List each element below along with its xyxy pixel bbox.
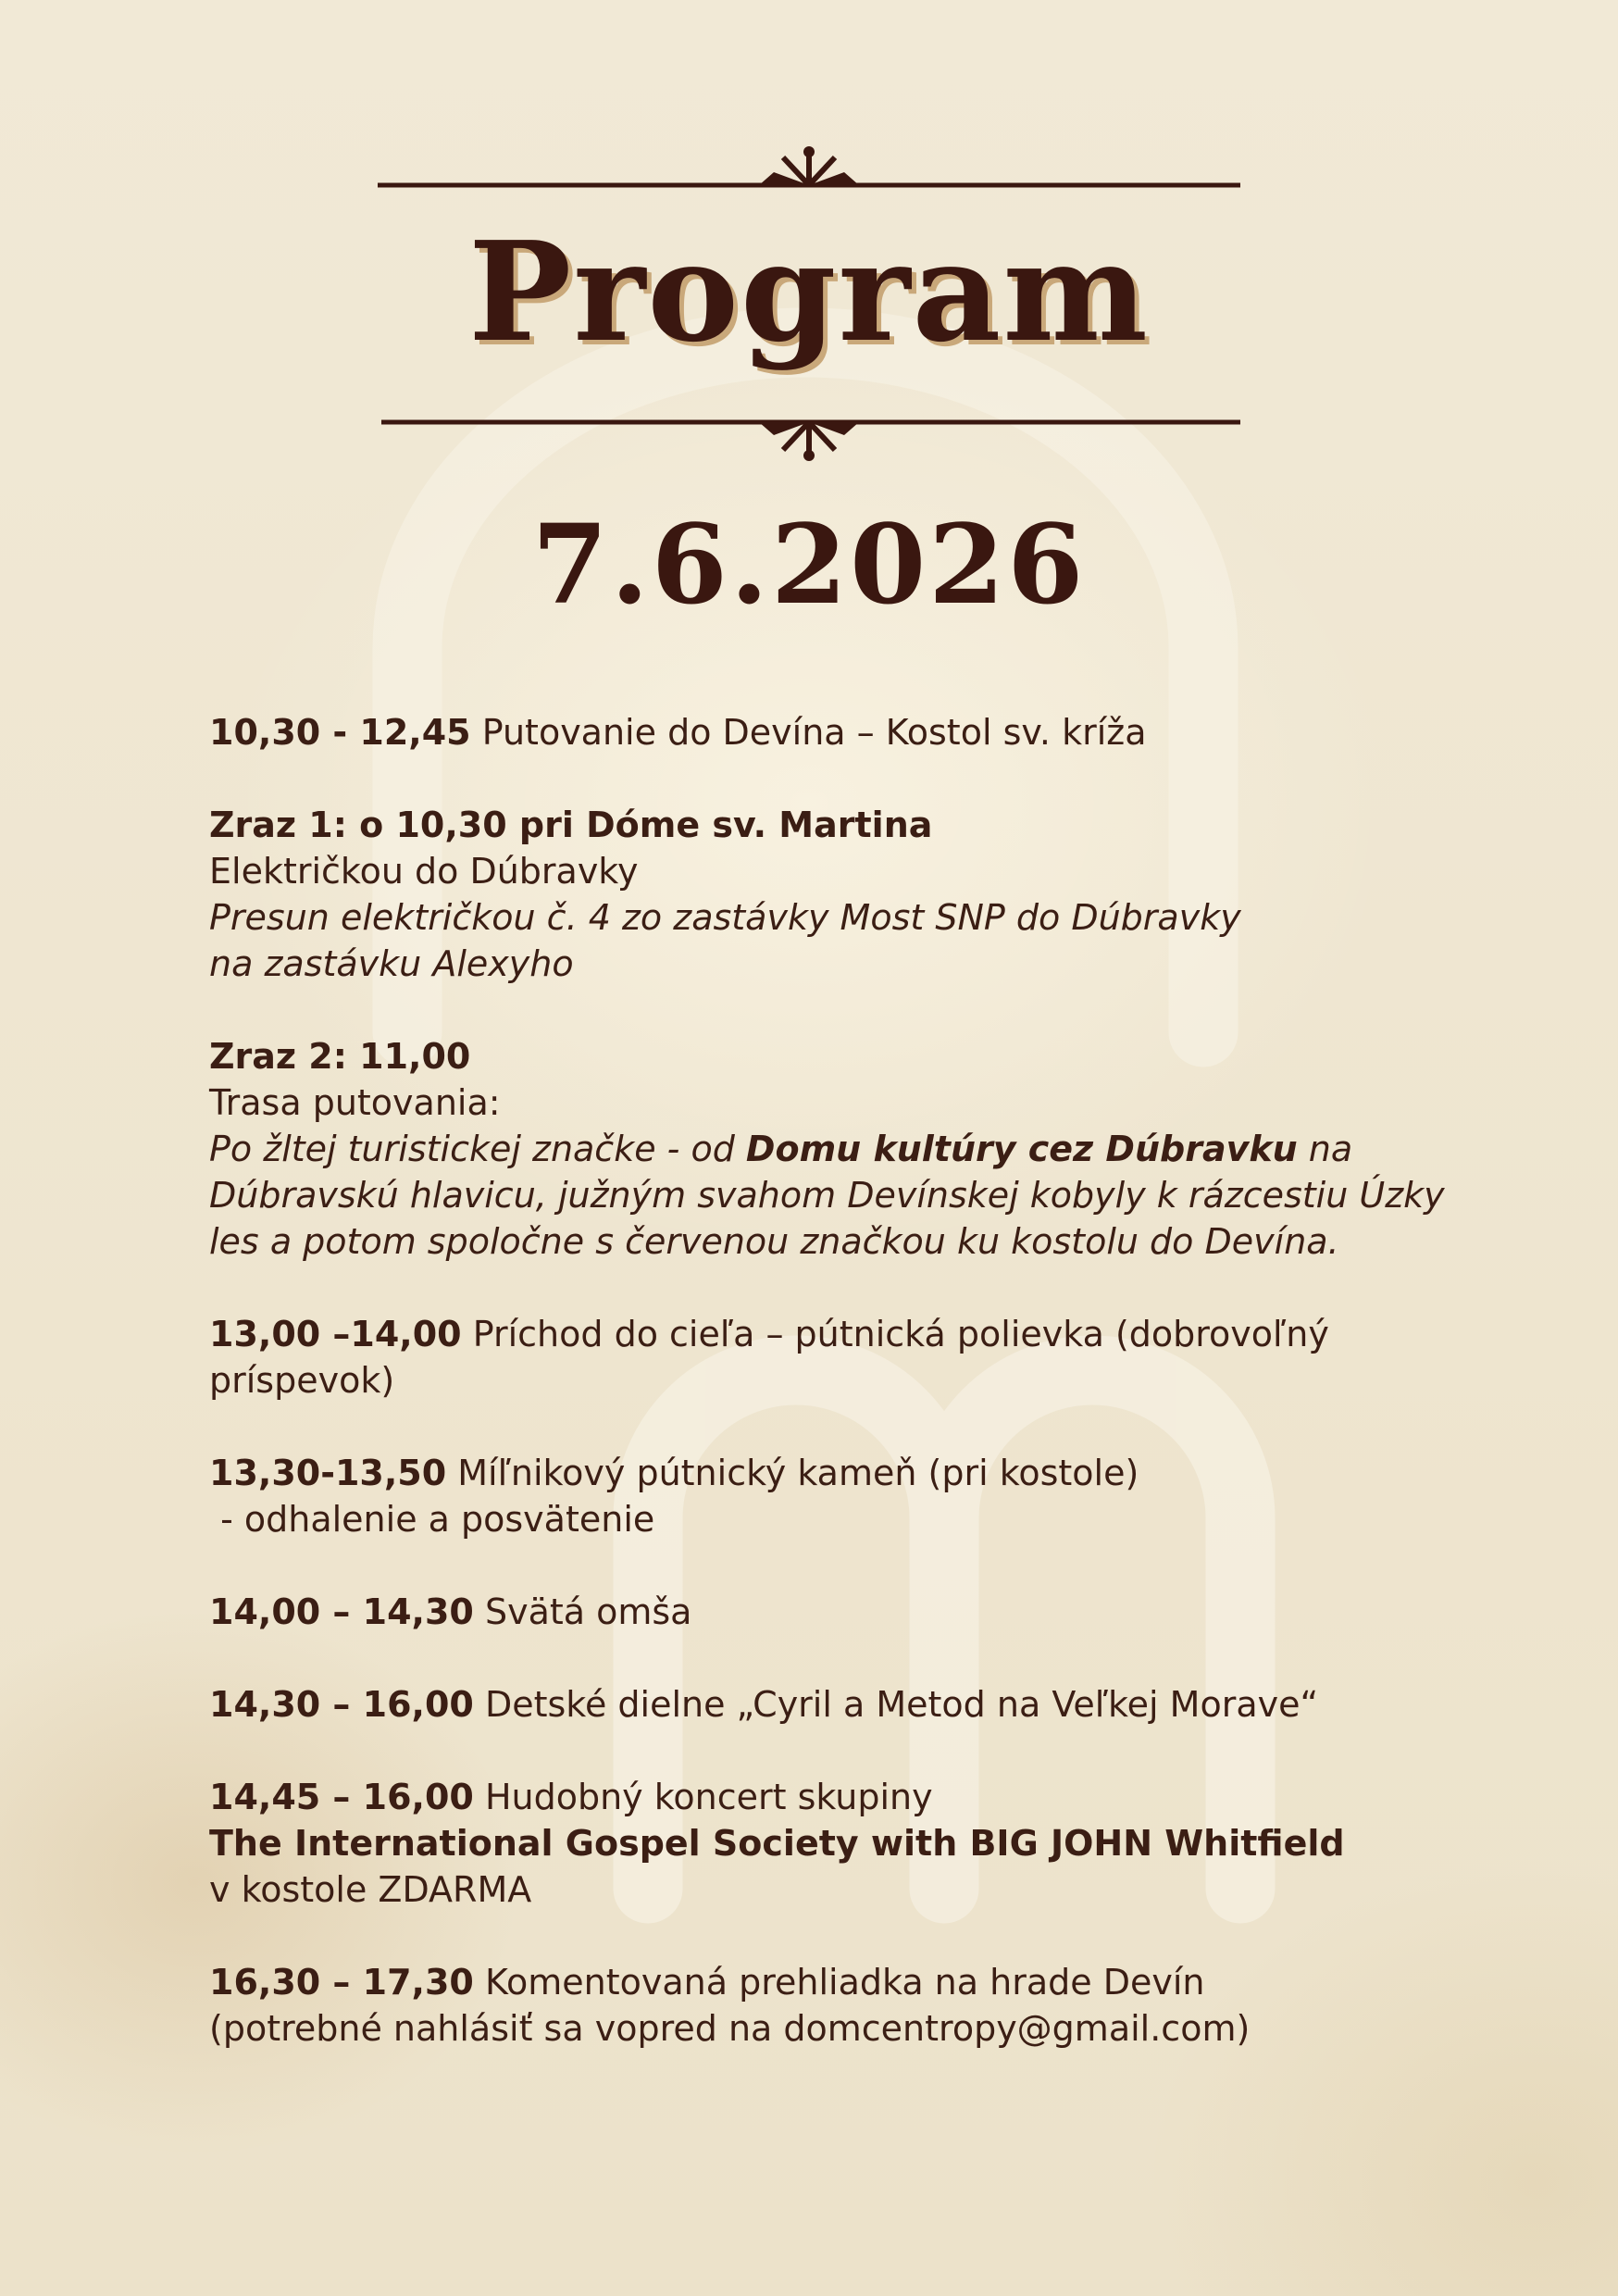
meeting-point-1-line: Električkou do Dúbravky	[209, 851, 639, 892]
item-text: Svätá omša	[484, 1591, 692, 1632]
program-item	[209, 1681, 1505, 1728]
item-text: Príchod do cieľa – pútnická polievka (dobrovoľný	[472, 1314, 1329, 1354]
item-text-continued: (potrebné nahlásiť sa vopred na domcentropy@gmail.com)	[209, 2008, 1251, 2049]
item-text: Putovanie do Devína – Kostol sv. kríža	[481, 712, 1147, 753]
item-text-continued: v kostole ZDARMA	[209, 1869, 532, 1910]
program-item	[209, 1450, 1505, 1496]
item-text-continued: - odhalenie a posvätenie	[209, 1499, 655, 1540]
meeting-point-2-heading: Zraz 2: 11,00	[209, 1036, 471, 1077]
event-date: 7.6.2026	[531, 500, 1087, 629]
item-text: Míľnikový pútnický kameň (pri kostole)	[457, 1453, 1139, 1493]
page-title: Program	[468, 211, 1150, 372]
program-item	[209, 709, 1505, 755]
item-text: Hudobný koncert skupiny	[484, 1777, 933, 1817]
route-highlight: Domu kultúry cez Dúbravku	[745, 1129, 1298, 1169]
item-text: Detské dielne „Cyril a Metod na Veľkej Morave“	[484, 1684, 1319, 1725]
item-time: 14,45 – 16,00	[209, 1777, 474, 1817]
route-description: Dúbravskú hlavicu, južným svahom Devínskej kobyly k rázcestiu Úzky	[209, 1175, 1445, 1216]
item-time: 14,00 – 14,30	[209, 1591, 474, 1632]
program-item	[209, 1589, 1505, 1635]
program-item	[209, 1959, 1505, 2005]
band-name: The International Gospel Society with BIG JOHN Whitfield	[209, 1823, 1345, 1864]
program-item	[209, 1774, 1505, 1820]
program-list	[209, 709, 1505, 2052]
route-description: les a potom spoločne s červenou značkou ku kostolu do Devína.	[209, 1221, 1339, 1262]
item-time: 10,30 - 12,45	[209, 712, 471, 753]
item-text: Komentovaná prehliadka na hrade Devín	[484, 1962, 1205, 2003]
route-text: Po žltej turistickej značke - od	[209, 1129, 746, 1169]
route-label: Trasa putovania:	[209, 1082, 501, 1123]
meeting-point-1-note: na zastávku Alexyho	[209, 943, 574, 984]
item-time: 14,30 – 16,00	[209, 1684, 474, 1725]
meeting-point-1-note: Presun električkou č. 4 zo zastávky Most SNP do Dúbravky	[209, 897, 1241, 938]
route-description	[209, 1126, 1505, 1172]
item-time: 13,00 –14,00	[209, 1314, 462, 1354]
item-text-continued: príspevok)	[209, 1360, 395, 1401]
program-item	[209, 1311, 1505, 1357]
item-time: 13,30-13,50	[209, 1453, 447, 1493]
item-time: 16,30 – 17,30	[209, 1962, 474, 2003]
route-text: na	[1297, 1129, 1353, 1169]
meeting-point-1-heading: Zraz 1: o 10,30 pri Dóme sv. Martina	[209, 805, 933, 845]
